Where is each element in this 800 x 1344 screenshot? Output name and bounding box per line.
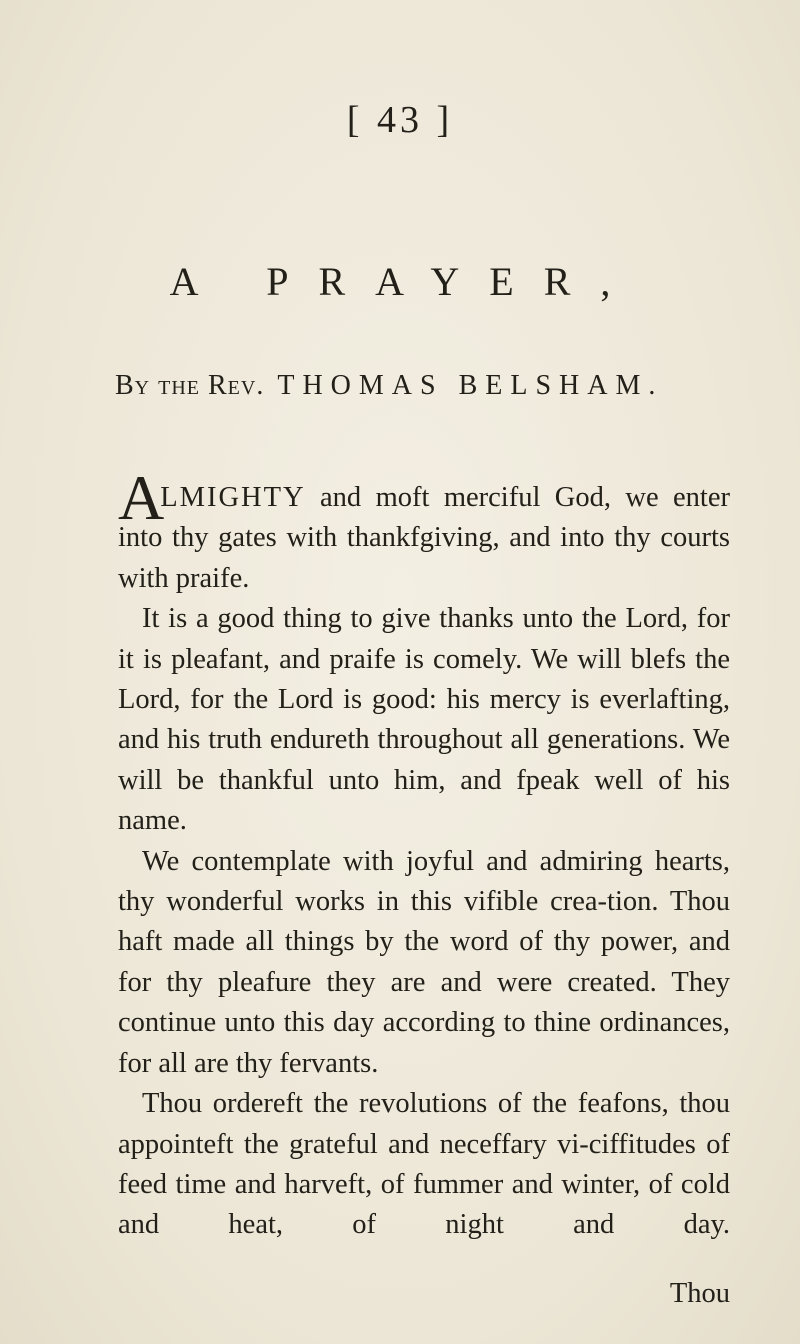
byline [115,370,755,402]
paragraph: It is a good thing to give thanks unto the Lord, for it is pleafant, and praife is comely. We will blefs the Lord, for the Lord is good: his mercy is everlafting, and his truth endureth throughout all generations. We will be thankful unto him, and fpeak well of his name. [118,603,730,837]
drop-cap: A [118,462,165,533]
byline-prefix: By the Rev. [115,370,265,401]
body-text [118,462,730,1246]
paragraph: We contemplate with joyful and admiring hearts, thy wonderful works in this vifible crea-tion. Thou haft made all things by the word of thy power, and for thy pleafure they are and were created. They continue unto this day according to thine ordinances, for all are thy fervants. [118,845,730,1079]
paragraph-text: and moft merciful God, we enter into thy gates with thankfgiving, and into thy courts with praife. [118,482,730,594]
catchword: Thou [669,1278,730,1309]
page-number: [ 43 ] [346,99,454,141]
opening-word: LMIGHTY [160,482,306,513]
prayer-title: A PRAYER, [169,259,641,304]
byline-author: THOMAS BELSHAM. [277,370,664,401]
paragraph-opening [118,462,730,599]
paragraph: Thou ordereft the revolutions of the feafons, thou appointeft the grateful and neceffary vi-ciffitudes of feed time and harveft, of fummer and winter, of cold and heat, of night and day. [118,1088,730,1241]
